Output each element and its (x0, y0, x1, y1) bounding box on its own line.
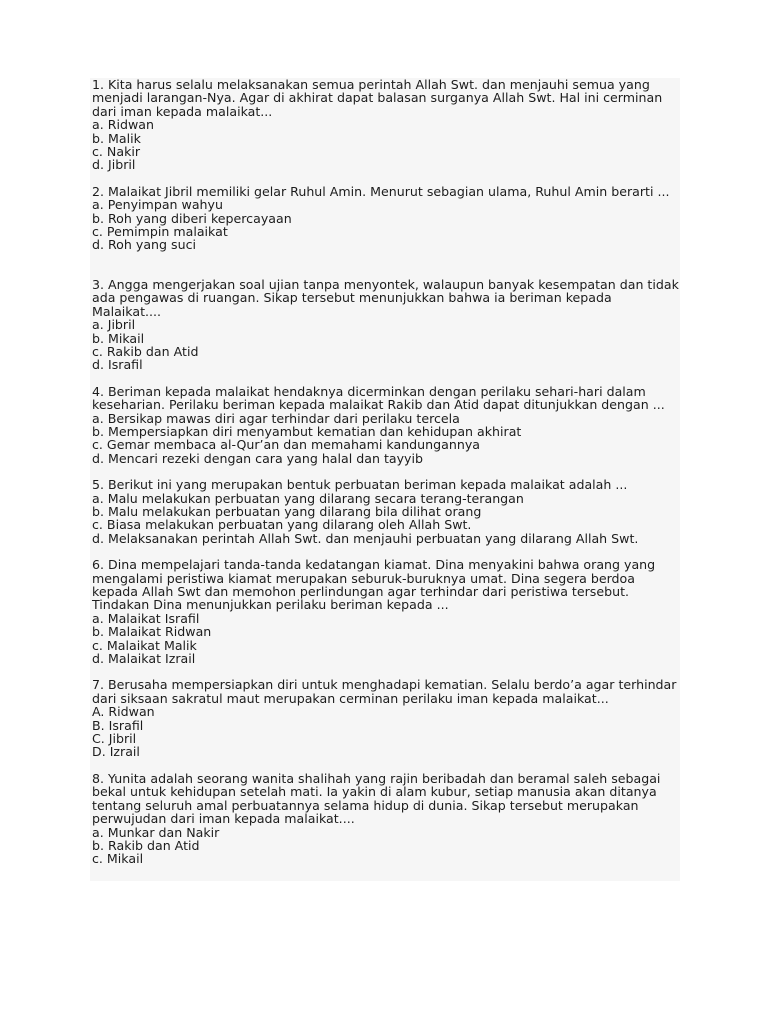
question-stem: 4. Beriman kepada malaikat hendaknya dicerminkan dengan perilaku sehari-hari dalam keseharian. Perilaku beriman kepada malaikat Rakib dan Atid dapat ditunjukkan dengan ... (92, 383, 665, 413)
option-c: c. Gemar membaca al-Qur’an dan memahami kandungannya (92, 437, 480, 453)
option-a: a. Malaikat Israfil (92, 610, 200, 626)
question-5 (92, 478, 680, 545)
option-d: d. Mencari rezeki dengan cara yang halal dan tayyib (92, 450, 423, 466)
option-c: c. Nakir (92, 144, 141, 160)
question-2 (92, 185, 680, 252)
question-6 (92, 558, 680, 665)
question-7 (92, 678, 680, 758)
question-stem: 1. Kita harus selalu melaksanakan semua perintah Allah Swt. dan menjauhi semua yang menjadi larangan-Nya. Agar di akhirat dapat balasan surganya Allah Swt. Hal ini cerminan dari iman kepada malaikat... (92, 77, 663, 119)
question-8 (92, 772, 680, 866)
option-a: a. Jibril (92, 317, 136, 333)
question-3 (92, 278, 680, 372)
option-a: a. Ridwan (92, 117, 154, 133)
option-b: b. Roh yang diberi kepercayaan (92, 210, 292, 226)
option-c: C. Jibril (92, 731, 137, 747)
question-1 (92, 78, 680, 172)
option-c: c. Pemimpin malaikat (92, 224, 228, 240)
question-4 (92, 385, 680, 465)
option-c: c. Malaikat Malik (92, 637, 197, 653)
question-stem: 2. Malaikat Jibril memiliki gelar Ruhul Amin. Menurut sebagian ulama, Ruhul Amin berarti ... (92, 183, 670, 199)
option-c: c. Biasa melakukan perbuatan yang dilarang oleh Allah Swt. (92, 517, 472, 533)
option-a: a. Penyimpan wahyu (92, 197, 223, 213)
option-a: a. Malu melakukan perbuatan yang dilarang secara terang-terangan (92, 490, 524, 506)
option-d: d. Roh yang suci (92, 237, 196, 253)
question-stem: 5. Berikut ini yang merupakan bentuk perbuatan beriman kepada malaikat adalah ... (92, 477, 628, 493)
option-d: d. Melaksanakan perintah Allah Swt. dan menjauhi perbuatan yang dilarang Allah Swt. (92, 530, 639, 546)
option-b: B. Israfil (92, 717, 144, 733)
option-b: b. Malu melakukan perbuatan yang dilarang bila dilihat orang (92, 503, 482, 519)
option-d: d. Israfil (92, 357, 143, 373)
option-b: b. Mikail (92, 330, 145, 346)
question-stem: 3. Angga mengerjakan soal ujian tanpa menyontek, walaupun banyak kesempatan dan tidak ada pengawas di ruangan. Sikap tersebut menunjukkan bahwa ia beriman kepada Malaikat.... (92, 276, 679, 319)
question-stem: 8. Yunita adalah seorang wanita shalihah yang rajin beribadah dan beramal saleh sebagai bekal untuk kehidupan setelah mati. Ia yakin di alam kubur, setiap manusia akan ditanya tentang seluruh amal perbuatannya selama hidup di dunia. Sikap tersebut merupakan perwujudan dari iman kepada malaikat.... (92, 770, 661, 827)
option-a: A. Ridwan (92, 704, 155, 720)
option-b: b. Malik (92, 130, 141, 146)
option-c: c. Rakib dan Atid (92, 343, 199, 359)
option-d: d. Jibril (92, 157, 136, 173)
option-b: b. Rakib dan Atid (92, 837, 200, 853)
question-stem: 6. Dina mempelajari tanda-tanda kedatangan kiamat. Dina menyakini bahwa orang yang mengalami peristiwa kiamat merupakan seburuk-buruknya umat. Dina segera berdoa kepada Allah Swt dan memohon perlindungan agar terhindar dari peristiwa tersebut. Tindakan Dina menunjukkan perilaku beriman kepada ... (92, 557, 656, 613)
question-stem: 7. Berusaha mempersiapkan diri untuk menghadapi kematian. Selalu berdo’a agar terhindar dari siksaan sakratul maut merupakan cerminan perilaku iman kepada malaikat... (92, 677, 677, 706)
option-c: c. Mikail (92, 851, 144, 867)
option-b: b. Malaikat Ridwan (92, 624, 212, 640)
option-d: d. Malaikat Izrail (92, 651, 196, 667)
option-a: a. Bersikap mawas diri agar terhindar dari perilaku tercela (92, 410, 460, 426)
option-d: D. Izrail (92, 744, 140, 760)
question-list (90, 78, 680, 881)
option-b: b. Mempersiapkan diri menyambut kematian dan kehidupan akhirat (92, 423, 522, 439)
option-a: a. Munkar dan Nakir (92, 824, 220, 840)
